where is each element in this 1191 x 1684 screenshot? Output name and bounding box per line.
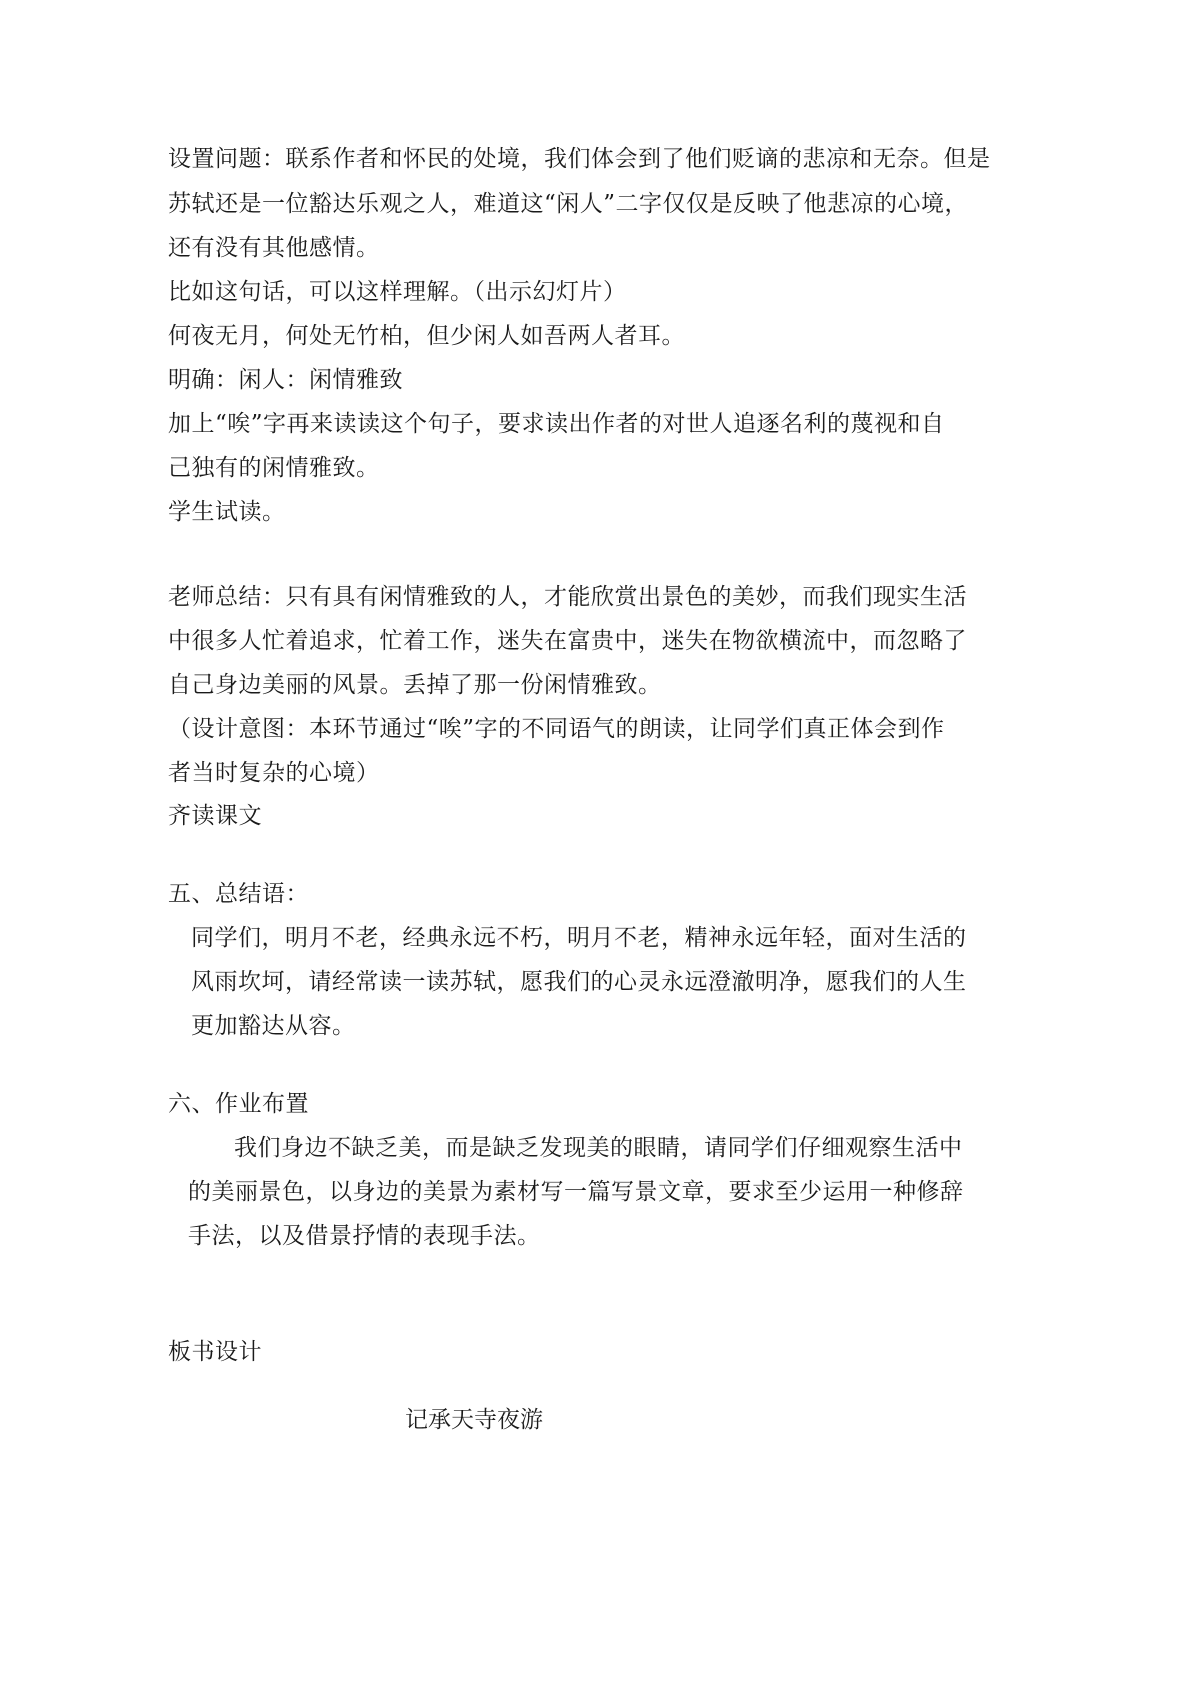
section-5-line-2: 风雨坎坷，请经常读一读苏轼，愿我们的心灵永远澄澈明净，愿我们的人生 (191, 969, 967, 995)
section-6-line-1: 我们身边不缺乏美，而是缺乏发现美的眼睛，请同学们仔细观察生活中 (234, 1135, 963, 1161)
paragraph-intent-line-2: 者当时复杂的心境） (168, 760, 380, 786)
section-6-line-2: 的美丽景色，以身边的美景为素材写一篇写景文章，要求至少运用一种修辞 (188, 1179, 964, 1205)
paragraph-summary-line-1: 老师总结：只有具有闲情雅致的人，才能欣赏出景色的美妙，而我们现实生活 (168, 584, 967, 610)
paragraph-question-line-1: 设置问题：联系作者和怀民的处境，我们体会到了他们贬谪的悲凉和无奈。但是 (168, 146, 991, 172)
section-6-heading: 六、作业布置 (168, 1091, 309, 1117)
paragraph-question-line-3: 还有没有其他感情。 (168, 235, 380, 261)
section-5-heading: 五、总结语： (168, 881, 309, 907)
paragraph-intent-line-1: （设计意图：本环节通过“唉”字的不同语气的朗读，让同学们真正体会到作 (168, 716, 945, 742)
board-design-title: 记承天寺夜游 (405, 1407, 543, 1433)
paragraph-question-line-2: 苏轼还是一位豁达乐观之人，难道这“闲人”二字仅仅是反映了他悲凉的心境， (168, 191, 969, 217)
section-5-line-3: 更加豁达从容。 (191, 1013, 356, 1039)
section-6-line-3: 手法，以及借景抒情的表现手法。 (188, 1223, 541, 1249)
paragraph-read-line-2: 己独有的闲情雅致。 (168, 455, 380, 481)
paragraph-clarify: 明确：闲人：闲情雅致 (168, 367, 403, 393)
paragraph-read-aloud: 齐读课文 (168, 803, 262, 829)
section-5-line-1: 同学们，明月不老，经典永远不朽，明月不老，精神永远年轻，面对生活的 (191, 925, 967, 951)
paragraph-student-try: 学生试读。 (168, 499, 286, 525)
paragraph-read-line-1: 加上“唉”字再来读读这个句子，要求读出作者的对世人追逐名利的蔑视和自 (168, 411, 945, 437)
paragraph-summary-line-3: 自己身边美丽的风景。丢掉了那一份闲情雅致。 (168, 672, 662, 698)
paragraph-summary-line-2: 中很多人忙着追求，忙着工作，迷失在富贵中，迷失在物欲横流中，而忽略了 (168, 628, 967, 654)
paragraph-quote: 何夜无月，何处无竹柏，但少闲人如吾两人者耳。 (168, 323, 685, 349)
paragraph-example: 比如这句话，可以这样理解。（出示幻灯片） (168, 279, 627, 305)
board-design-heading: 板书设计 (168, 1339, 262, 1365)
